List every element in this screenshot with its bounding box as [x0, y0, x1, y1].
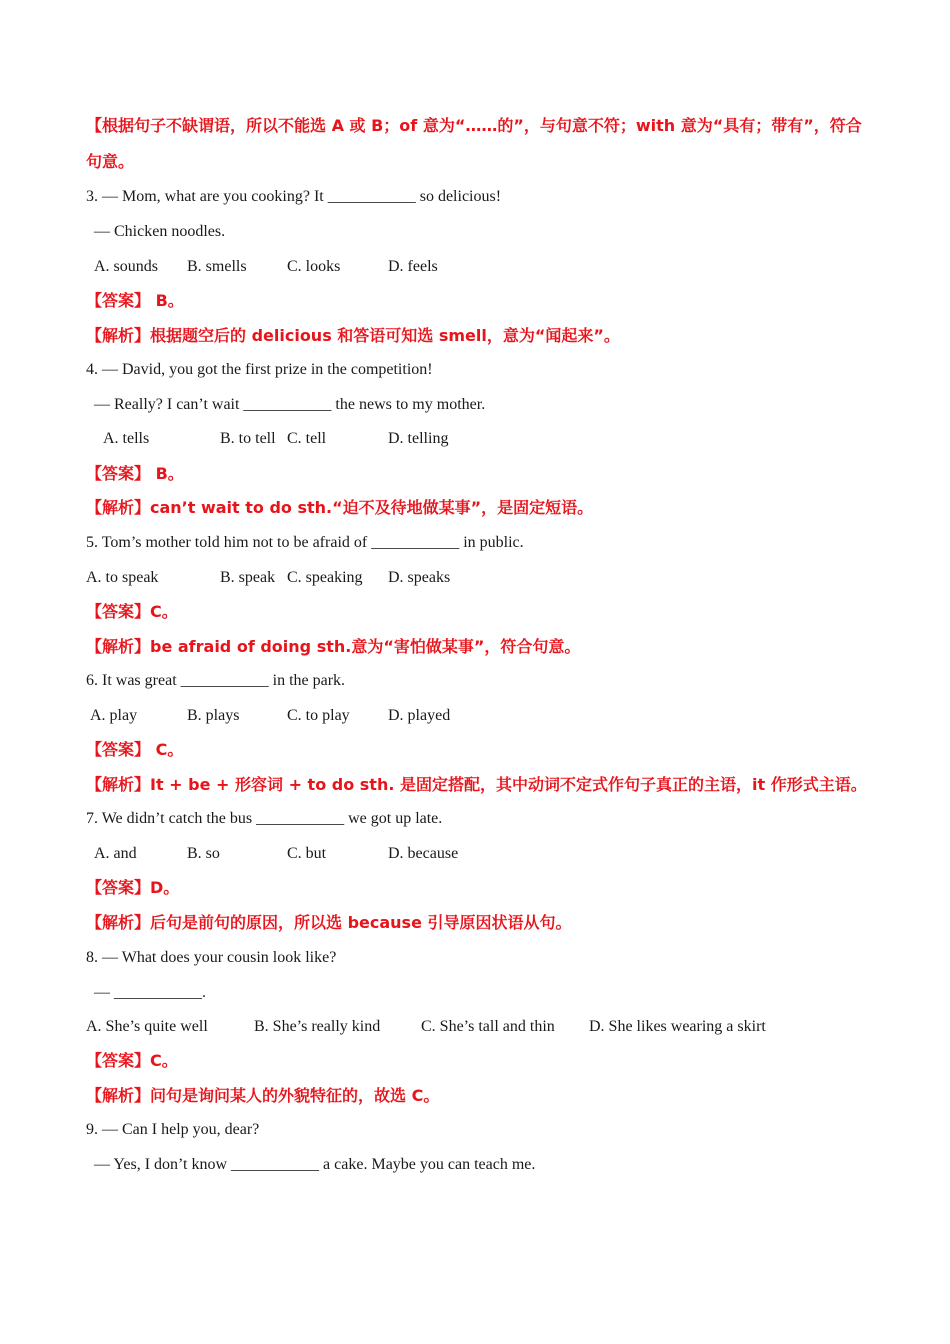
question-4-option-a: A. tells [103, 430, 150, 447]
question-7-stem: 7. We didn’t catch the bus ___________ we got up late. [86, 810, 443, 827]
question-6-option-b: B. plays [187, 707, 240, 724]
question-3-option-b: B. smells [187, 258, 247, 275]
question-8-option-c: C. She’s tall and thin [421, 1018, 555, 1035]
question-3-option-d: D. feels [388, 258, 438, 275]
question-4-stem: 4. — David, you got the first prize in the competition! [86, 361, 433, 378]
question-7-option-a: A. and [94, 845, 137, 862]
question-7-analysis: 【解析】后句是前句的原因，所以选 because 引导原因状语从句。 [86, 913, 572, 932]
question-8-option-d: D. She likes wearing a skirt [589, 1018, 766, 1035]
question-4-answer: 【答案】 B。 [86, 464, 184, 483]
question-4-option-b: B. to tell [220, 430, 276, 447]
question-8-reply: — ___________. [94, 984, 206, 1001]
intro-analysis-line-2: 句意。 [86, 152, 135, 171]
question-4-analysis: 【解析】can’t wait to do sth.“迫不及待地做某事”，是固定短语。 [86, 498, 594, 517]
question-9-stem: 9. — Can I help you, dear? [86, 1121, 260, 1138]
question-5-option-c: C. speaking [287, 569, 363, 586]
question-7-option-b: B. so [187, 845, 220, 862]
question-6-option-a: A. play [90, 707, 138, 724]
question-8-analysis: 【解析】问句是询问某人的外貌特征的，故选 C。 [86, 1086, 440, 1105]
question-6-option-c: C. to play [287, 707, 350, 724]
question-7-answer: 【答案】D。 [86, 878, 180, 897]
question-8-option-b: B. She’s really kind [254, 1018, 381, 1035]
question-5-option-a: A. to speak [86, 569, 159, 586]
question-5-stem: 5. Tom’s mother told him not to be afraid of ___________ in public. [86, 534, 524, 551]
question-3-stem: 3. — Mom, what are you cooking? It ___________ so delicious! [86, 188, 502, 205]
question-3-analysis: 【解析】根据题空后的 delicious 和答语可知选 smell，意为“闻起来”。 [86, 326, 620, 345]
question-3-option-c: C. looks [287, 258, 341, 275]
intro-analysis-line-1: 【根据句子不缺谓语，所以不能选 A 或 B；of 意为“……的”，与句意不符；with 意为“具有；带有”，符合 [86, 116, 862, 135]
question-4-option-d: D. telling [388, 430, 449, 447]
question-6-option-d: D. played [388, 707, 451, 724]
question-5-option-d: D. speaks [388, 569, 451, 586]
question-6-answer: 【答案】 C。 [86, 740, 184, 759]
question-5-analysis: 【解析】be afraid of doing sth.意为“害怕做某事”，符合句意。 [86, 637, 581, 656]
question-8-stem: 8. — What does your cousin look like? [86, 949, 337, 966]
question-8-option-a: A. She’s quite well [86, 1018, 208, 1035]
question-7-option-c: C. but [287, 845, 327, 862]
question-3-answer: 【答案】 B。 [86, 291, 184, 310]
question-4-option-c: C. tell [287, 430, 327, 447]
question-3-reply: — Chicken noodles. [94, 223, 226, 240]
question-3-option-a: A. sounds [94, 258, 159, 275]
question-5-answer: 【答案】C。 [86, 602, 178, 621]
question-9-reply: — Yes, I don’t know ___________ a cake. Maybe you can teach me. [94, 1156, 536, 1173]
question-6-stem: 6. It was great ___________ in the park. [86, 672, 346, 689]
question-5-option-b: B. speak [220, 569, 276, 586]
question-8-answer: 【答案】C。 [86, 1051, 178, 1070]
question-7-option-d: D. because [388, 845, 459, 862]
question-4-reply: — Really? I can’t wait ___________ the news to my mother. [94, 396, 486, 413]
question-6-analysis: 【解析】It + be + 形容词 + to do sth. 是固定搭配，其中动词不定式作句子真正的主语，it 作形式主语。 [86, 775, 867, 794]
